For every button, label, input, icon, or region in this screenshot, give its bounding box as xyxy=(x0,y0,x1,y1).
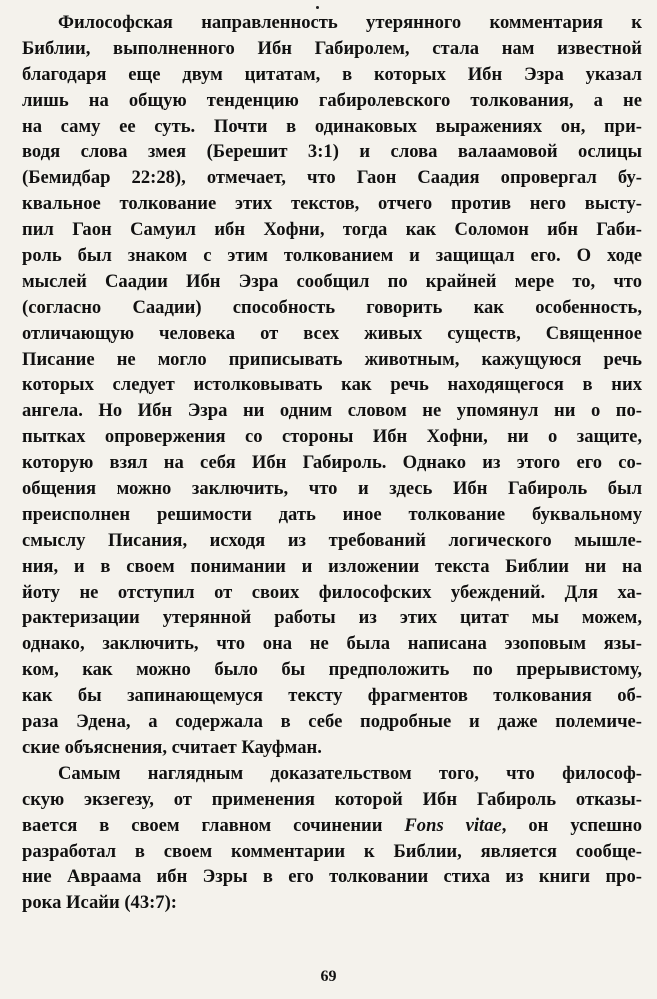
text-line: Писание не могло приписывать животным, кажущуюся речь xyxy=(22,348,642,370)
text-line: однако, заключить, что она не была написана эзоповым язы- xyxy=(22,633,642,655)
text-line: ангела. Но Ибн Эзра ни одним словом не упомянул ни о по- xyxy=(22,400,642,422)
print-speck xyxy=(316,6,319,9)
text-line: Библии, выполненного Ибн Габиролем, стала нам известной xyxy=(22,37,642,59)
text-line: роль был знаком с этим толкованием и защищал его. О ходе xyxy=(22,245,642,267)
text-line: Самым наглядным доказательством того, что философ- xyxy=(58,762,642,784)
text-line: лишь на общую тенденцию габиролевского толкования, а не xyxy=(22,89,642,111)
text-line: мыслей Саадии Ибн Эзра сообщил по крайней мере то, что xyxy=(22,270,642,292)
text-line: общения можно заключить, что и здесь Ибн Габироль был xyxy=(22,478,642,500)
text-segment: вается в своем главном сочинении xyxy=(22,814,405,836)
text-line: смыслу Писания, исходя из требований логического мышле- xyxy=(22,529,642,551)
text-line: пытках опровержения со стороны Ибн Хофни, ни о защите, xyxy=(22,426,642,448)
text-line: пил Гаон Самуил ибн Хофни, тогда как Соломон ибн Габи- xyxy=(22,219,642,241)
text-line: преисполнен решимости дать иное толкование буквальному xyxy=(22,503,642,525)
text-line: отличающую человека от всех живых существ, Священное xyxy=(22,322,642,344)
book-title: Fons vitae xyxy=(404,814,502,836)
text-line: (согласно Саадии) способность говорить как особенность, xyxy=(22,296,642,318)
text-line: ние Авраама ибн Эзры в его толковании стиха из книги про- xyxy=(22,866,642,888)
text-line: раза Эдена, а содержала в себе подробные и даже полемиче- xyxy=(22,711,642,733)
text-line: (Бемидбар 22:28), отмечает, что Гаон Саадия опровергал бу- xyxy=(22,167,642,189)
text-segment: , он успешно xyxy=(501,814,642,836)
page-number: 69 xyxy=(320,968,337,985)
text-line: йоту не отступил от своих философских убеждений. Для ха- xyxy=(22,581,642,603)
text-line: рока Исайи (43:7): xyxy=(22,892,177,914)
text-line: рактеризации утерянной работы из этих цитат мы можем, xyxy=(22,607,642,629)
text-line: благодаря еще двум цитатам, в которых Ибн Эзра указал xyxy=(22,63,642,85)
text-line: разработал в своем комментарии к Библии, является сообще- xyxy=(22,840,642,862)
text-line: ские объяснения, считает Кауфман. xyxy=(22,736,322,758)
text-line: квальное толкование этих текстов, отчего против него высту- xyxy=(22,193,642,215)
body-text xyxy=(22,10,642,916)
text-line: как бы запинающемуся тексту фрагментов толкования об- xyxy=(22,685,642,707)
text-line: ния, и в своем понимании и изложении текста Библии ни на xyxy=(22,555,642,577)
text-line: водя слова змея (Берешит 3:1) и слова валаамовой ослицы xyxy=(22,141,642,163)
text-line xyxy=(22,813,642,839)
text-line: которых следует истолковывать как речь находящегося в них xyxy=(22,374,642,396)
text-line: на саму ее суть. Почти в одинаковых выражениях он, при- xyxy=(22,115,642,137)
text-line: Философская направленность утерянного комментария к xyxy=(58,12,642,33)
text-line: ком, как можно было бы предположить по прерывистому, xyxy=(22,659,642,681)
text-line: которую взял на себя Ибн Габироль. Однако из этого его со- xyxy=(22,452,642,474)
text-line: скую экзегезу, от применения которой Ибн Габироль отказы- xyxy=(22,788,642,810)
